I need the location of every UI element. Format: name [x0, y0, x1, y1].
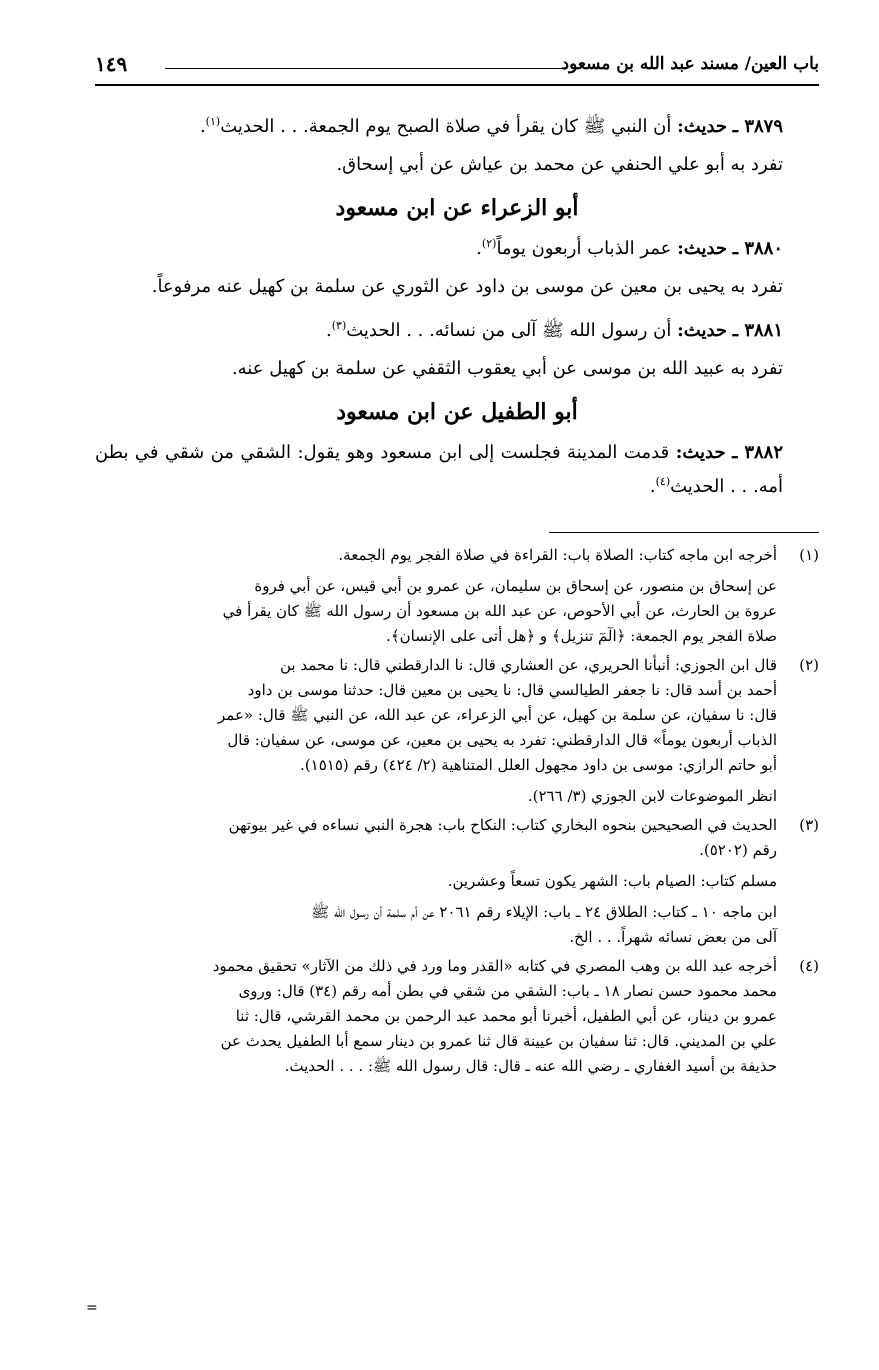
footnote-line: أخرجه عبد الله بن وهب المصري في كتابه «القدر وما ورد في ذلك من الآثار» تحقيق محمود	[212, 957, 777, 975]
footnote-line: علي بن المديني. قال: ثنا سفيان بن عيينة قال ثنا عمرو بن دينار سمع أبا الطفيل يحدث عن	[220, 1032, 777, 1050]
header-title: باب العين/ مسند عبد الله بن مسعود	[561, 54, 819, 74]
footnote-number: (٢)	[799, 656, 819, 674]
footnote-line: محمد محمود حسن نصار ١٨ ـ باب: الشقي من شقي في بطن أمه رقم (٣٤) قال: وروى	[238, 982, 777, 1000]
footnote-line: عن إسحاق بن منصور، عن إسحاق بن سليمان، عن عمرو بن أبي قيس، عن أبي فروة	[254, 577, 777, 595]
footnote-line: قال ابن الجوزي: أنبأنا الحريري، عن العشاري قال: نا الدارقطني قال: نا محمد بن	[279, 656, 777, 674]
footnote-number: (٣)	[799, 816, 819, 834]
hadith-3881-note: تفرد به عبيد الله بن موسى عن أبي يعقوب الثقفي عن سلمة بن كهيل عنه.	[231, 358, 783, 379]
hadith-3880: ٣٨٨٠ ـ حديث: عمر الذباب أربعون يوماً$^{(٢)}$.	[476, 237, 783, 259]
footnote-1	[95, 543, 819, 649]
footnote-line: مسلم كتاب: الصيام باب: الشهر يكون تسعاً وعشرين.	[447, 872, 777, 890]
hadith-3880-note: تفرد به يحيى بن معين عن موسى بن داود عن الثوري عن سلمة بن كهيل عنه مرفوعاً.	[151, 276, 783, 297]
footnote-line: رقم (٥٢٠٢).	[699, 841, 777, 859]
footnote-line: أبو حاتم الرازي: موسى بن داود مجهول العلل المتناهية (٢/ ٤٢٤) رقم (١٥١٥).	[300, 756, 777, 774]
section-heading-abu-alzaraa: أبو الزعراء عن ابن مسعود	[335, 195, 579, 221]
footnotes	[95, 543, 819, 1079]
footnote-separator	[549, 532, 819, 533]
hadith-3882: ٣٨٨٢ ـ حديث: قدمت المدينة فجلست إلى ابن مسعود وهو يقول: الشقي من شقي في بطن أمه. . . الحديث$^{(٤)}$.	[95, 442, 783, 497]
page-number: ١٤٩	[95, 52, 128, 76]
section-heading-abu-altufayl: أبو الطفيل عن ابن مسعود	[336, 399, 578, 425]
page	[95, 50, 819, 1083]
footnote-line: حذيفة بن أسيد الغفاري ـ رضي الله عنه ـ قال: قال رسول الله ﷺ: . . . الحديث.	[284, 1057, 777, 1075]
footnote-line: الحديث في الصحيحين بنحوه البخاري كتاب: النكاح باب: هجرة النبي نساءه في غير بيوتهن	[228, 816, 777, 834]
hadith-3879-note: تفرد به أبو علي الحنفي عن محمد بن عياش عن أبي إسحاق.	[336, 154, 783, 175]
footnote-line: انظر الموضوعات لابن الجوزي (٣/ ٢٦٦).	[527, 787, 777, 805]
footnote-line: آلى من بعض نسائه شهراً. . . الخ.	[569, 928, 777, 946]
hadith-3881: ٣٨٨١ ـ حديث: أن رسول الله ﷺ آلى من نسائه. . . الحديث$^{(٣)}$.	[326, 319, 783, 341]
hadith-3879: ٣٨٧٩ ـ حديث: أن النبي ﷺ كان يقرأ في صلاة الصبح يوم الجمعة. . . الحديث$^{(١)}$.	[199, 115, 783, 137]
main-text	[95, 110, 819, 504]
footnote-4	[95, 954, 819, 1079]
footnote-line: ابن ماجه ١٠ ـ كتاب: الطلاق ٢٤ ـ باب: الإيلاء رقم ٢٠٦١ عن أم سلمة أن رسول الله ﷺ	[311, 903, 777, 921]
footnote-line: قال: نا سفيان، عن سلمة بن كهيل، عن أبي الزعراء، عن عبد الله، عن النبي ﷺ قال: «عمر	[218, 706, 777, 724]
footnote-line: الذباب أربعون يوماً» قال الدارقطني: تفرد به يحيى بن معين، عن موسى، عن سفيان: قال	[227, 731, 777, 749]
footnote-line: عمرو بن دينار، عن أبي الطفيل، أخبرنا أبو محمد عبد الرحمن بن محمد القرشي، قال: ثنا	[235, 1007, 777, 1025]
footnote-line: أخرجه ابن ماجه كتاب: الصلاة باب: القراءة في صلاة الفجر يوم الجمعة.	[338, 546, 777, 564]
footnote-number: (١)	[799, 546, 819, 564]
footnote-line: أحمد بن أسد قال: نا جعفر الطيالسي قال: نا يحيى بن معين قال: حدثنا موسى بن داود	[247, 681, 777, 699]
margin-continuation-mark: =	[86, 1300, 98, 1316]
header-rule	[165, 68, 564, 69]
footnote-2	[95, 653, 819, 809]
footnote-line: صلاة الفجر يوم الجمعة: ﴿الٓمٓ تنزيل﴾ و ﴿هل أتى على الإنسان﴾.	[386, 627, 777, 645]
footnote-3	[95, 813, 819, 950]
running-header	[95, 50, 819, 86]
footnote-line: عروة بن الحارث، عن أبي الأحوص، عن عبد الله بن مسعود أن رسول الله ﷺ كان يقرأ في	[222, 602, 777, 620]
footnote-number: (٤)	[799, 957, 819, 975]
